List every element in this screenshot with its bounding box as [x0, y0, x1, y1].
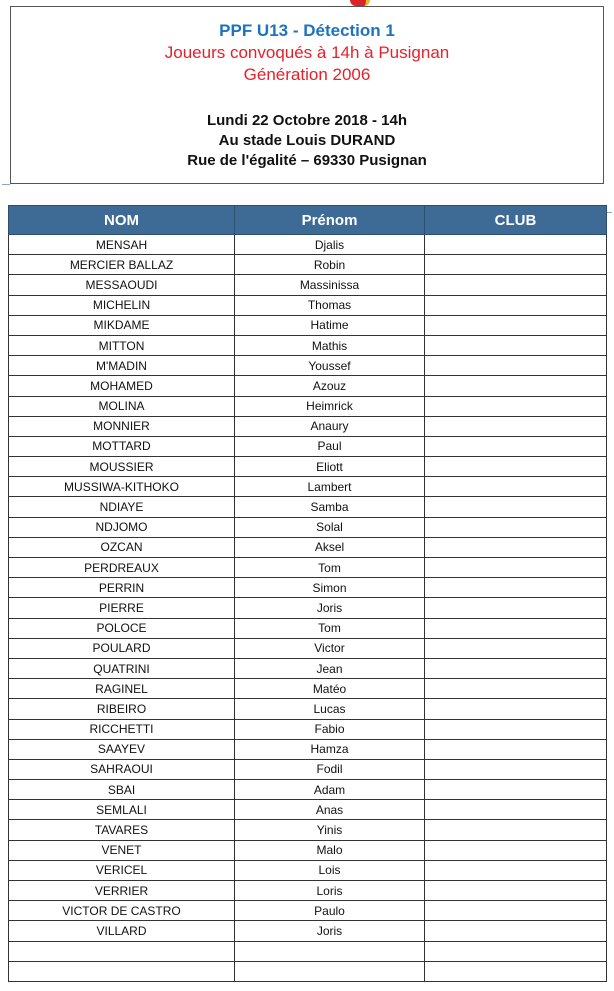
- cell-nom: MESSAOUDI: [9, 275, 235, 295]
- convocation-subtitle: Joueurs convoqués à 14h à Pusignan: [164, 43, 450, 62]
- cell-nom: OZCAN: [9, 537, 235, 557]
- table-row: [9, 679, 607, 699]
- cell-prenom: Azouz: [235, 376, 425, 396]
- cell-club: [425, 941, 607, 961]
- cell-nom: M'MADIN: [9, 356, 235, 376]
- cell-club: [425, 416, 607, 436]
- cell-nom: POLOCE: [9, 618, 235, 638]
- table-row: [9, 780, 607, 800]
- column-header-prenom: Prénom: [235, 206, 425, 235]
- cell-nom: VERICEL: [9, 860, 235, 880]
- cell-prenom: Anaury: [235, 416, 425, 436]
- generation-label: Génération 2006: [243, 65, 371, 84]
- cell-nom: SAAYEV: [9, 739, 235, 759]
- cell-prenom: Thomas: [235, 295, 425, 315]
- cell-club: [425, 335, 607, 355]
- column-header-nom: NOM: [9, 206, 235, 235]
- cell-prenom: Djalis: [235, 235, 425, 255]
- column-header-club: CLUB: [425, 206, 607, 235]
- cell-club: [425, 537, 607, 557]
- cell-club: [425, 618, 607, 638]
- cell-prenom: Hamza: [235, 739, 425, 759]
- cell-club: [425, 436, 607, 456]
- table-row: [9, 275, 607, 295]
- cell-prenom: Matéo: [235, 679, 425, 699]
- table-row: [9, 356, 607, 376]
- cell-nom: QUATRINI: [9, 658, 235, 678]
- cell-nom: RIBEIRO: [9, 699, 235, 719]
- cell-prenom: [235, 961, 425, 981]
- cell-prenom: Samba: [235, 497, 425, 517]
- cell-club: [425, 315, 607, 335]
- cell-nom: MOHAMED: [9, 376, 235, 396]
- cell-prenom: Fabio: [235, 719, 425, 739]
- players-table: [8, 205, 607, 982]
- cell-prenom: Joris: [235, 921, 425, 941]
- cell-nom: SAHRAOUI: [9, 759, 235, 779]
- cell-prenom: Tom: [235, 618, 425, 638]
- table-header-row: [9, 206, 607, 235]
- table-row: [9, 881, 607, 901]
- table-row: [9, 658, 607, 678]
- table-row: [9, 477, 607, 497]
- cell-nom: MERCIER BALLAZ: [9, 255, 235, 275]
- cell-club: [425, 598, 607, 618]
- cell-prenom: Adam: [235, 780, 425, 800]
- players-table-body: [9, 235, 607, 982]
- cell-club: [425, 235, 607, 255]
- cell-club: [425, 800, 607, 820]
- table-row: [9, 921, 607, 941]
- cell-nom: PERRIN: [9, 578, 235, 598]
- cell-prenom: Loris: [235, 881, 425, 901]
- table-row: [9, 800, 607, 820]
- table-row: [9, 578, 607, 598]
- cell-club: [425, 719, 607, 739]
- cell-club: [425, 477, 607, 497]
- cell-nom: PERDREAUX: [9, 558, 235, 578]
- table-row: [9, 497, 607, 517]
- cell-prenom: Anas: [235, 800, 425, 820]
- cell-nom: PIERRE: [9, 598, 235, 618]
- cell-prenom: Solal: [235, 517, 425, 537]
- table-row: [9, 315, 607, 335]
- cell-nom: TAVARES: [9, 820, 235, 840]
- cell-prenom: Lambert: [235, 477, 425, 497]
- cell-prenom: Malo: [235, 840, 425, 860]
- cell-nom: NDJOMO: [9, 517, 235, 537]
- cell-nom: MIKDAME: [9, 315, 235, 335]
- table-row: [9, 436, 607, 456]
- date-line: Lundi 22 Octobre 2018 - 14h: [206, 112, 408, 129]
- table-row: [9, 457, 607, 477]
- table-row: [9, 719, 607, 739]
- cell-nom: VERRIER: [9, 881, 235, 901]
- cell-club: [425, 376, 607, 396]
- page-mark-left: [2, 184, 10, 185]
- cell-prenom: Paul: [235, 436, 425, 456]
- table-row: [9, 235, 607, 255]
- cell-club: [425, 658, 607, 678]
- cell-club: [425, 860, 607, 880]
- table-row: [9, 820, 607, 840]
- table-row: [9, 598, 607, 618]
- cell-nom: SEMLALI: [9, 800, 235, 820]
- table-row: [9, 739, 607, 759]
- cell-nom: VENET: [9, 840, 235, 860]
- cell-club: [425, 961, 607, 981]
- cell-prenom: Hatime: [235, 315, 425, 335]
- cell-club: [425, 901, 607, 921]
- table-row: [9, 517, 607, 537]
- table-row: [9, 638, 607, 658]
- table-row: [9, 396, 607, 416]
- table-row: [9, 255, 607, 275]
- cell-prenom: Robin: [235, 255, 425, 275]
- table-row: [9, 941, 607, 961]
- cell-nom: MENSAH: [9, 235, 235, 255]
- cell-club: [425, 558, 607, 578]
- cell-nom: SBAI: [9, 780, 235, 800]
- cell-prenom: Aksel: [235, 537, 425, 557]
- table-row: [9, 759, 607, 779]
- cell-nom: MOTTARD: [9, 436, 235, 456]
- cell-prenom: Lois: [235, 860, 425, 880]
- cell-club: [425, 780, 607, 800]
- cell-prenom: Mathis: [235, 335, 425, 355]
- cell-nom: MOLINA: [9, 396, 235, 416]
- table-row: [9, 840, 607, 860]
- cell-prenom: Joris: [235, 598, 425, 618]
- cell-nom: MOUSSIER: [9, 457, 235, 477]
- cell-nom: VILLARD: [9, 921, 235, 941]
- cell-club: [425, 921, 607, 941]
- cell-prenom: Massinissa: [235, 275, 425, 295]
- cell-club: [425, 881, 607, 901]
- cell-nom: RAGINEL: [9, 679, 235, 699]
- cell-club: [425, 255, 607, 275]
- cell-club: [425, 275, 607, 295]
- cell-club: [425, 679, 607, 699]
- cell-nom: [9, 941, 235, 961]
- convocation-header: [10, 6, 604, 184]
- cell-prenom: Victor: [235, 638, 425, 658]
- cell-prenom: Tom: [235, 558, 425, 578]
- cell-prenom: Paulo: [235, 901, 425, 921]
- cell-prenom: [235, 941, 425, 961]
- cell-club: [425, 517, 607, 537]
- cell-nom: NDIAYE: [9, 497, 235, 517]
- cell-prenom: Jean: [235, 658, 425, 678]
- cell-club: [425, 759, 607, 779]
- cell-prenom: Youssef: [235, 356, 425, 376]
- table-row: [9, 376, 607, 396]
- cell-prenom: Eliott: [235, 457, 425, 477]
- address-line: Rue de l'égalité – 69330 Pusignan: [187, 152, 427, 169]
- cell-club: [425, 356, 607, 376]
- cell-club: [425, 295, 607, 315]
- cell-club: [425, 457, 607, 477]
- cell-club: [425, 820, 607, 840]
- table-row: [9, 860, 607, 880]
- cell-club: [425, 739, 607, 759]
- cell-club: [425, 578, 607, 598]
- cell-club: [425, 699, 607, 719]
- table-row: [9, 901, 607, 921]
- cell-nom: [9, 961, 235, 981]
- cell-nom: RICCHETTI: [9, 719, 235, 739]
- cell-club: [425, 396, 607, 416]
- cell-nom: MONNIER: [9, 416, 235, 436]
- cell-nom: POULARD: [9, 638, 235, 658]
- cell-nom: MUSSIWA-KITHOKO: [9, 477, 235, 497]
- cell-prenom: Lucas: [235, 699, 425, 719]
- cell-prenom: Yinis: [235, 820, 425, 840]
- cell-prenom: Fodil: [235, 759, 425, 779]
- table-row: [9, 295, 607, 315]
- table-row: [9, 537, 607, 557]
- cell-nom: VICTOR DE CASTRO: [9, 901, 235, 921]
- cell-club: [425, 638, 607, 658]
- table-row: [9, 699, 607, 719]
- cell-nom: MICHELIN: [9, 295, 235, 315]
- cell-prenom: Simon: [235, 578, 425, 598]
- cell-club: [425, 840, 607, 860]
- page-title: PPF U13 - Détection 1: [219, 21, 395, 40]
- table-row: [9, 961, 607, 981]
- cell-prenom: Heimrick: [235, 396, 425, 416]
- table-row: [9, 416, 607, 436]
- table-row: [9, 558, 607, 578]
- table-row: [9, 335, 607, 355]
- venue-line: Au stade Louis DURAND: [218, 132, 396, 149]
- cell-nom: MITTON: [9, 335, 235, 355]
- table-row: [9, 618, 607, 638]
- cell-club: [425, 497, 607, 517]
